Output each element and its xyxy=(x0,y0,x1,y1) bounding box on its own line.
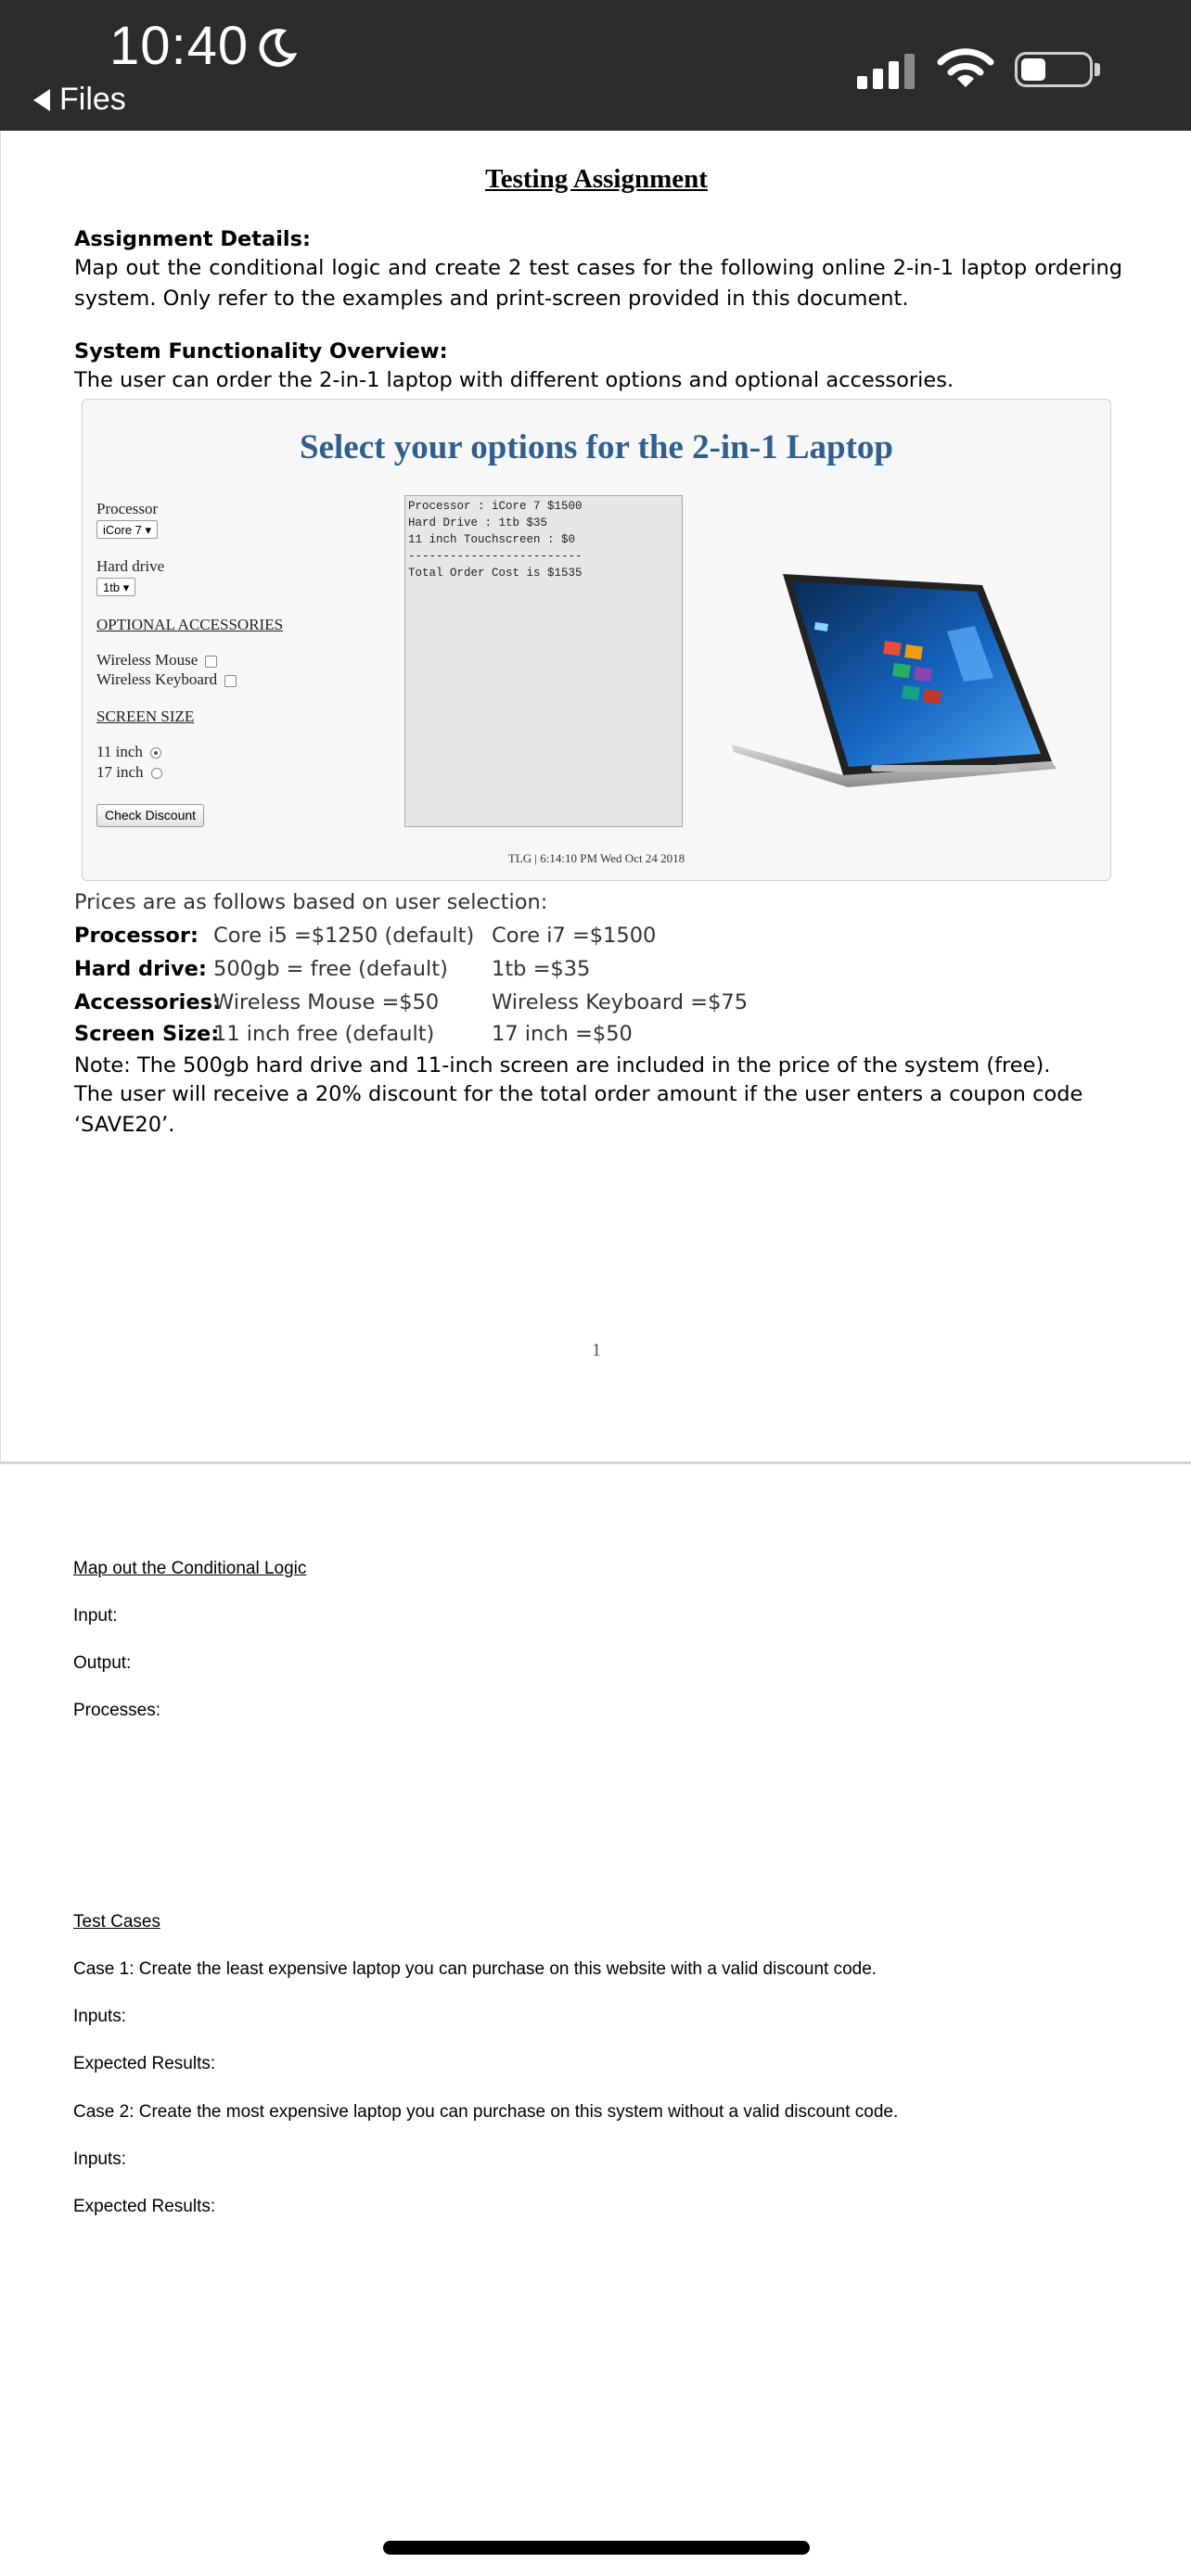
wireless-mouse-option[interactable]: Wireless Mouse xyxy=(96,651,217,670)
page-divider xyxy=(0,1461,1191,1464)
processes-label: Processes: xyxy=(73,1701,160,1720)
dropdown-arrow-icon: ▾ xyxy=(145,523,152,537)
output-label: Output: xyxy=(73,1653,132,1673)
page-number: 1 xyxy=(592,1340,601,1360)
wireless-mouse-checkbox[interactable] xyxy=(205,656,217,668)
dropdown-arrow-icon: ▾ xyxy=(122,580,130,594)
screen-17-radio[interactable] xyxy=(151,768,162,779)
overview-text: The user can order the 2-in-1 laptop with different options and optional accessories. xyxy=(74,368,954,392)
home-indicator[interactable] xyxy=(383,2541,810,2555)
harddrive-select[interactable]: 1tb ▾ xyxy=(96,578,135,596)
battery-icon xyxy=(1015,52,1093,87)
assignment-text: Map out the conditional logic and create 2 test cases for the following online 2-in-1 laptop ordering system. Only refer to the examples and print-screen provided in this document. xyxy=(74,256,1122,311)
page-title: Testing Assignment xyxy=(485,164,708,194)
case-1-text: Case 1: Create the least expensive laptop you can purchase on this website with a valid discount code. xyxy=(73,1959,877,1979)
case-1-expected-label: Expected Results: xyxy=(73,2054,216,2073)
screen-size-heading: SCREEN SIZE xyxy=(96,708,195,725)
harddrive-label: Hard drive xyxy=(96,557,165,575)
processor-label: Processor xyxy=(96,500,159,517)
test-cases-heading: Test Cases xyxy=(73,1912,160,1932)
wireless-keyboard-option[interactable]: Wireless Keyboard xyxy=(96,670,237,689)
laptop-image xyxy=(732,567,1066,798)
note-line-2: The user will receive a 20% discount for the total order amount if the user enters a coupon code ‘SAVE20’. xyxy=(74,1082,1083,1137)
case-2-inputs-label: Inputs: xyxy=(73,2149,127,2169)
overview-heading: System Functionality Overview: xyxy=(74,339,448,363)
prices-intro: Prices are as follows based on user selection: xyxy=(74,890,548,914)
conditional-logic-heading: Map out the Conditional Logic xyxy=(73,1559,307,1578)
document-page-1: Testing Assignment Assignment Details: Map out the conditional logic and create 2 test cases for the following online 2-in-1 laptop ordering system. Only refer to the examples and print-screen provided in this document. System Functionality Overview: The user can order the 2-in-1 laptop with different options and optional accessories. Select your options for the 2-in-1 Laptop Processor iCore 7 ▾ Hard drive 1tb ▾ OPTIONAL ACCESSORIES Wireless Mouse Wireless Keyboard SCREEN SIZE 11 inch 17 inch Check Discount Processor : iCore 7 $1500 Hard Drive : 1tb $35 11 inch Touchscreen : $0 ------------------------- Total Order Cost is $1535 TLG | 6:14:10 PM Wed Oct 24 2018 Prices are as follows based on user selection: Processor: Core i5 =$1250 (default) Core i7 =$1500 Hard drive: 500gb = free (default) 1tb =$35 Accessories: Wireless Mouse =$50 Wireless Keyboard =$75 Screen Size: 11 inch free (default) 17 inch =$50 Note: The 500gb hard drive and 11-inch screen are included in the price of the system (free). The user will receive a 20% discount for the total order amount if the user enters a coupon code ‘SAVE20’. 1 xyxy=(0,131,1191,1462)
status-bar xyxy=(0,0,1191,131)
wifi-icon xyxy=(937,46,994,89)
moon-icon xyxy=(256,28,297,69)
screenshot-title: Select your options for the 2-in-1 Laptop xyxy=(300,428,893,466)
order-summary-textarea[interactable]: Processor : iCore 7 $1500 Hard Drive : 1tb $35 11 inch Touchscreen : $0 ------------------------- Total Order Cost is $1535 xyxy=(404,495,683,827)
screen-11-radio[interactable] xyxy=(150,747,161,759)
input-label: Input: xyxy=(73,1606,118,1626)
cellular-signal-icon xyxy=(857,52,915,89)
note-line-1: Note: The 500gb hard drive and 11-inch screen are included in the price of the system (free). xyxy=(74,1053,1051,1078)
wireless-keyboard-checkbox[interactable] xyxy=(224,675,237,687)
processor-select[interactable]: iCore 7 ▾ xyxy=(96,520,158,539)
back-button[interactable] xyxy=(33,82,126,118)
optional-accessories-heading: OPTIONAL ACCESSORIES xyxy=(96,616,284,633)
case-1-inputs-label: Inputs: xyxy=(73,2007,127,2026)
ordering-screenshot xyxy=(82,399,1111,881)
case-2-expected-label: Expected Results: xyxy=(73,2197,216,2216)
screenshot-footer: TLG | 6:14:10 PM Wed Oct 24 2018 xyxy=(507,851,685,865)
check-discount-button[interactable]: Check Discount xyxy=(96,804,204,827)
case-2-text: Case 2: Create the most expensive laptop you can purchase on this system without a valid discount code. xyxy=(73,2102,899,2122)
status-time: 10:40 xyxy=(109,16,250,76)
back-label: Files xyxy=(59,82,126,117)
back-arrow-icon xyxy=(33,89,50,111)
assignment-heading: Assignment Details: xyxy=(74,227,312,251)
screen-11-option[interactable]: 11 inch xyxy=(96,743,161,761)
screen-17-option[interactable]: 17 inch xyxy=(96,763,162,782)
